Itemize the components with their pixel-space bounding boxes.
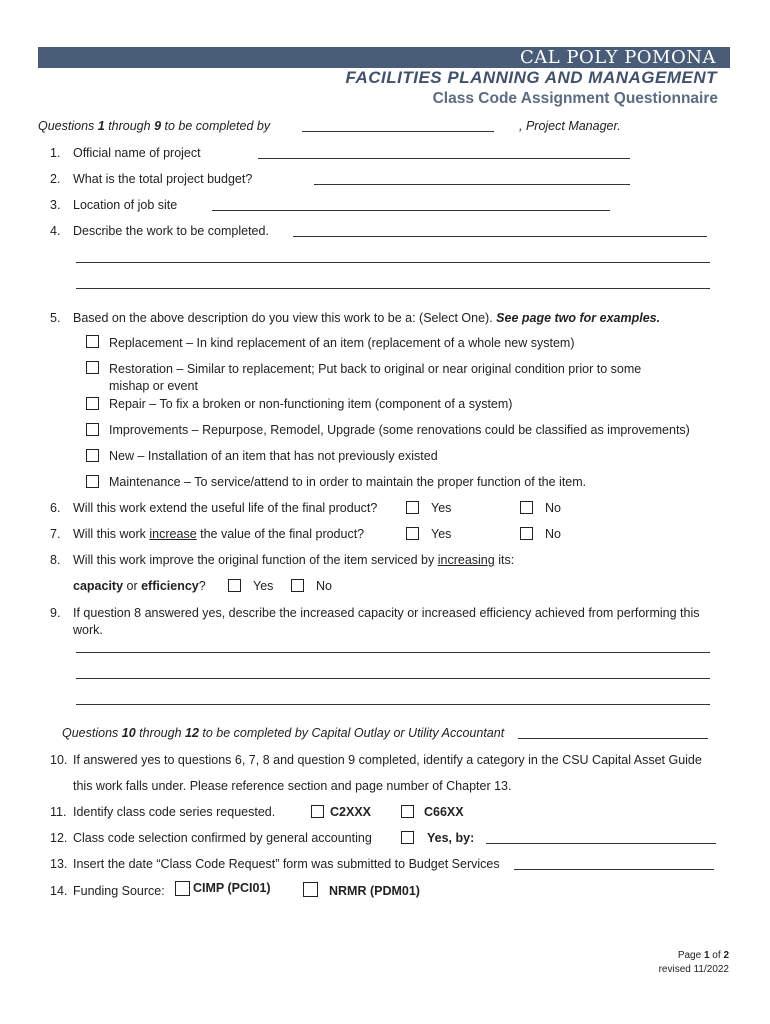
q3-number: 3. [50, 198, 61, 212]
c2xxx-checkbox[interactable] [311, 805, 324, 818]
q9-field-line-3[interactable] [76, 704, 710, 705]
q1-number: 1. [50, 146, 61, 160]
q7-no-label: No [545, 527, 561, 541]
restoration-label: Restoration – Similar to replacement; Put back to original or near original condition prior to some [109, 362, 642, 376]
q6-number: 6. [50, 501, 61, 515]
q8-no-checkbox[interactable] [291, 579, 304, 592]
q1-text: Official name of project [73, 146, 201, 160]
improvements-checkbox[interactable] [86, 423, 99, 436]
q13-number: 13. [50, 857, 68, 871]
q13-field[interactable] [514, 869, 714, 870]
cimp-label: CIMP (PCI01) [193, 881, 271, 895]
q7-text: Will this work increase the value of the final product? [73, 527, 365, 541]
q12-yes-checkbox[interactable] [401, 831, 414, 844]
q4-text: Describe the work to be completed. [73, 224, 269, 238]
c2xxx-label: C2XXX [330, 805, 371, 819]
q8-yes-checkbox[interactable] [228, 579, 241, 592]
q4-field-line-1[interactable] [293, 236, 707, 237]
q2-number: 2. [50, 172, 61, 186]
nrmr-checkbox[interactable] [303, 882, 318, 897]
q12-yes-label: Yes, by: [427, 831, 475, 845]
new-label: New – Installation of an item that has not previously existed [109, 449, 438, 463]
q6-text: Will this work extend the useful life of the final product? [73, 501, 378, 515]
q5-number: 5. [50, 311, 61, 325]
maintenance-checkbox[interactable] [86, 475, 99, 488]
q9-number: 9. [50, 606, 61, 620]
q13-text: Insert the date “Class Code Request” form was submitted to Budget Services [73, 857, 500, 871]
q10-text: If answered yes to questions 6, 7, 8 and question 9 completed, identify a category in the CSU Capital Asset Guide [73, 753, 702, 767]
repair-label: Repair – To fix a broken or non-functioning item (component of a system) [109, 397, 513, 411]
new-checkbox[interactable] [86, 449, 99, 462]
c66xx-checkbox[interactable] [401, 805, 414, 818]
q3-field[interactable] [212, 210, 610, 211]
maintenance-label: Maintenance – To service/attend to in order to maintain the proper function of the item. [109, 475, 587, 489]
improvements-label: Improvements – Repurpose, Remodel, Upgrade (some renovations could be classified as improvements) [109, 423, 690, 437]
q12-text: Class code selection confirmed by general accounting [73, 831, 372, 845]
replacement-label: Replacement – In kind replacement of an item (replacement of a whole new system) [109, 336, 575, 350]
q1-field[interactable] [258, 158, 630, 159]
department-name: FACILITIES PLANNING AND MANAGEMENT [345, 68, 717, 87]
q8-number: 8. [50, 553, 61, 567]
q7-number: 7. [50, 527, 61, 541]
page-number: Page 1 of 2 [677, 950, 729, 961]
accountant-field[interactable] [518, 738, 708, 739]
q2-field[interactable] [314, 184, 630, 185]
repair-checkbox[interactable] [86, 397, 99, 410]
nrmr-label: NRMR (PDM01) [329, 884, 420, 898]
q7-no-checkbox[interactable] [520, 527, 533, 540]
q8-no-label: No [316, 579, 332, 593]
q9-text-cont: work. [73, 623, 103, 637]
q10-number: 10. [50, 753, 68, 767]
q9-text: If question 8 answered yes, describe the increased capacity or increased efficiency achieved from performing this [73, 606, 700, 620]
q6-yes-label: Yes [431, 501, 452, 515]
q2-text: What is the total project budget? [73, 172, 253, 186]
restoration-label-cont: mishap or event [109, 379, 198, 393]
q4-field-line-2[interactable] [76, 262, 710, 263]
q11-number: 11. [50, 805, 67, 819]
intro-line: Questions 1 through 9 to be completed by [38, 119, 271, 133]
q4-field-line-3[interactable] [76, 288, 710, 289]
q6-yes-checkbox[interactable] [406, 501, 419, 514]
q6-no-checkbox[interactable] [520, 501, 533, 514]
page-title: Class Code Assignment Questionnaire [432, 90, 718, 107]
q8-text: Will this work improve the original function of the item serviced by increasing its: [73, 553, 515, 567]
q11-text: Identify class code series requested. [73, 805, 276, 819]
q7-yes-label: Yes [431, 527, 452, 541]
q12-field[interactable] [486, 843, 716, 844]
project-manager-label: , Project Manager. [519, 119, 621, 133]
replacement-checkbox[interactable] [86, 335, 99, 348]
q4-number: 4. [50, 224, 61, 238]
q8-yes-label: Yes [253, 579, 274, 593]
q9-field-line-1[interactable] [76, 652, 710, 653]
q10-text-cont: this work falls under. Please reference section and page number of Chapter 13. [73, 779, 512, 793]
restoration-checkbox[interactable] [86, 361, 99, 374]
intro2-line: Questions 10 through 12 to be completed by Capital Outlay or Utility Accountant [62, 726, 505, 740]
header-banner [38, 47, 730, 68]
q6-no-label: No [545, 501, 561, 515]
q3-text: Location of job site [73, 198, 178, 212]
cimp-checkbox[interactable] [175, 881, 190, 896]
c66xx-label: C66XX [424, 805, 464, 819]
org-name: CAL POLY POMONA [519, 47, 716, 68]
q8-capacity-efficiency: capacity or efficiency? [73, 579, 206, 593]
q5-text: Based on the above description do you view this work to be a: (Select One). See page two for examples. [73, 311, 661, 325]
q14-number: 14. [50, 884, 68, 898]
q14-text: Funding Source: [73, 884, 165, 898]
project-manager-field[interactable] [302, 131, 494, 132]
q12-number: 12. [50, 831, 68, 845]
revision-date: revised 11/2022 [658, 964, 729, 975]
q7-yes-checkbox[interactable] [406, 527, 419, 540]
q9-field-line-2[interactable] [76, 678, 710, 679]
